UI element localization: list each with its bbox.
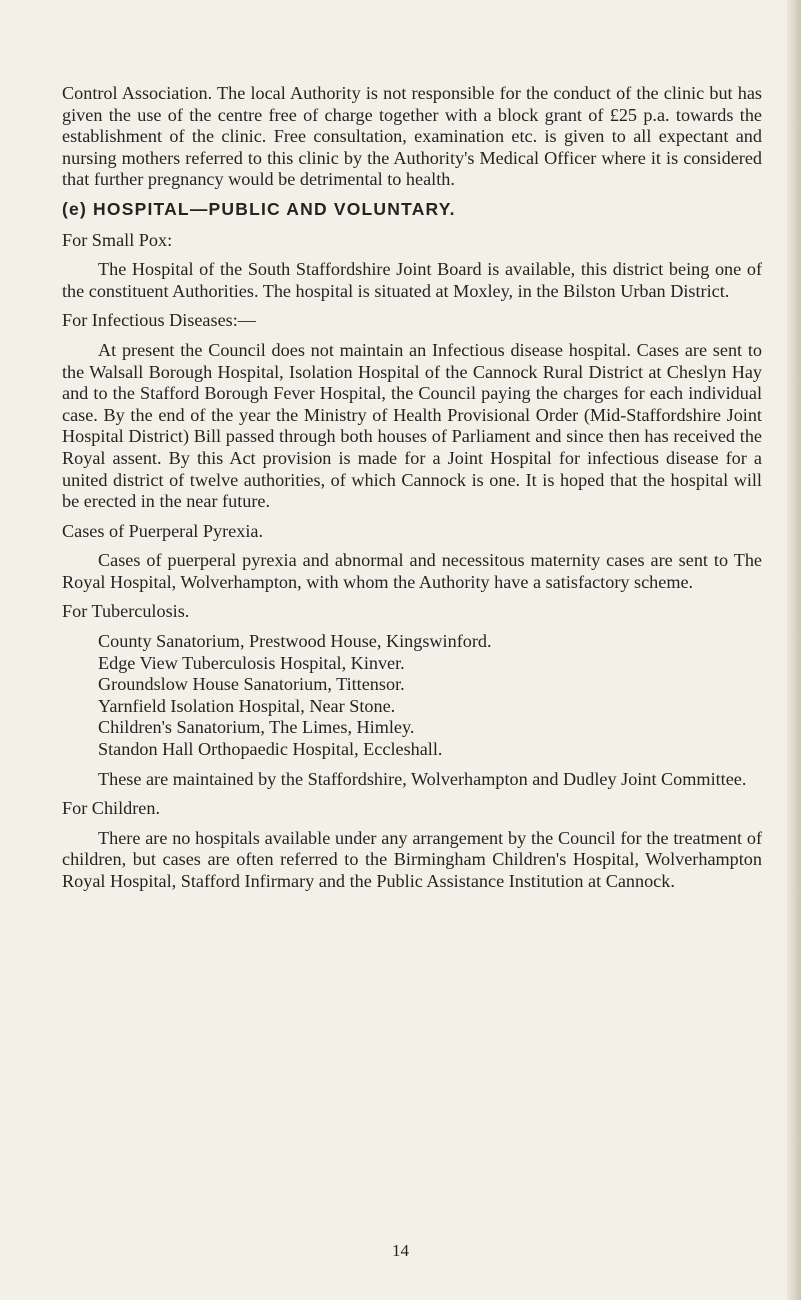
list-item: Edge View Tuberculosis Hospital, Kinver.: [98, 652, 405, 673]
tuberculosis-list: [98, 631, 762, 761]
list-item: Standon Hall Orthopaedic Hospital, Eccleshall.: [98, 739, 443, 760]
infectious-text: At present the Council does not maintain an Infectious disease hospital. Cases are sent to the Walsall Borough Hospital, Isolation Hospital of the Cannock Rural District at Cheslyn Hay and to the Stafford Borough Fever Hospital, the Council paying the charges for each individual case. By the end of the year the Ministry of Health Provisional Order (Mid-Staffordshire Joint Hospital District) Bill passed through both houses of Parliament and since then has received the Royal assent. By this Act provision is made for a Joint Hospital for infectious disease for a united district of twelve authorities, of which Cannock is one. It is hoped that the hospital will be erected in the near future.: [62, 339, 762, 512]
tuberculosis-heading: For Tuberculosis.: [62, 601, 190, 622]
tuberculosis-note: These are maintained by the Staffordshire, Wolverhampton and Dudley Joint Committee.: [98, 768, 747, 789]
list-item: Children's Sanatorium, The Limes, Himley.: [98, 717, 415, 738]
small-pox-text: The Hospital of the South Staffordshire Joint Board is available, this district being one of the constituent Authorities. The hospital is situated at Moxley, in the Bilston Urban District.: [62, 259, 762, 301]
small-pox-heading: For Small Pox:: [62, 229, 173, 250]
children-text: There are no hospitals available under any arrangement by the Council for the treatment of children, but cases are often referred to the Birmingham Children's Hospital, Wolverhampton Royal Hospital, Stafford Infirmary and the Public Assistance Institution at Cannock.: [62, 827, 762, 891]
infectious-heading: For Infectious Diseases:—: [62, 310, 256, 331]
children-heading: For Children.: [62, 798, 161, 819]
page-edge: [787, 0, 801, 1300]
list-item: County Sanatorium, Prestwood House, Kingswinford.: [98, 631, 492, 652]
intro-paragraph: Control Association. The local Authority is not responsible for the conduct of the clinic but has given the use of the centre free of charge together with a block grant of £25 p.a. towards the establishment of the clinic. Free consultation, examination etc. is given to all expectant and nursing mothers referred to this clinic by the Authority's Medical Officer where it is considered that further pregnancy would be detrimental to health.: [62, 83, 762, 190]
puerperal-text: Cases of puerperal pyrexia and abnormal and necessitous maternity cases are sent to The Royal Hospital, Wolverhampton, with whom the Authority have a satisfactory scheme.: [62, 550, 762, 592]
puerperal-heading: Cases of Puerperal Pyrexia.: [62, 520, 264, 541]
list-item: Yarnfield Isolation Hospital, Near Stone.: [98, 695, 396, 716]
section-heading: (e) HOSPITAL—PUBLIC AND VOLUNTARY.: [62, 198, 456, 219]
page-number: 14: [392, 1241, 409, 1260]
list-item: Groundslow House Sanatorium, Tittensor.: [98, 674, 405, 695]
page-content: [62, 83, 762, 901]
